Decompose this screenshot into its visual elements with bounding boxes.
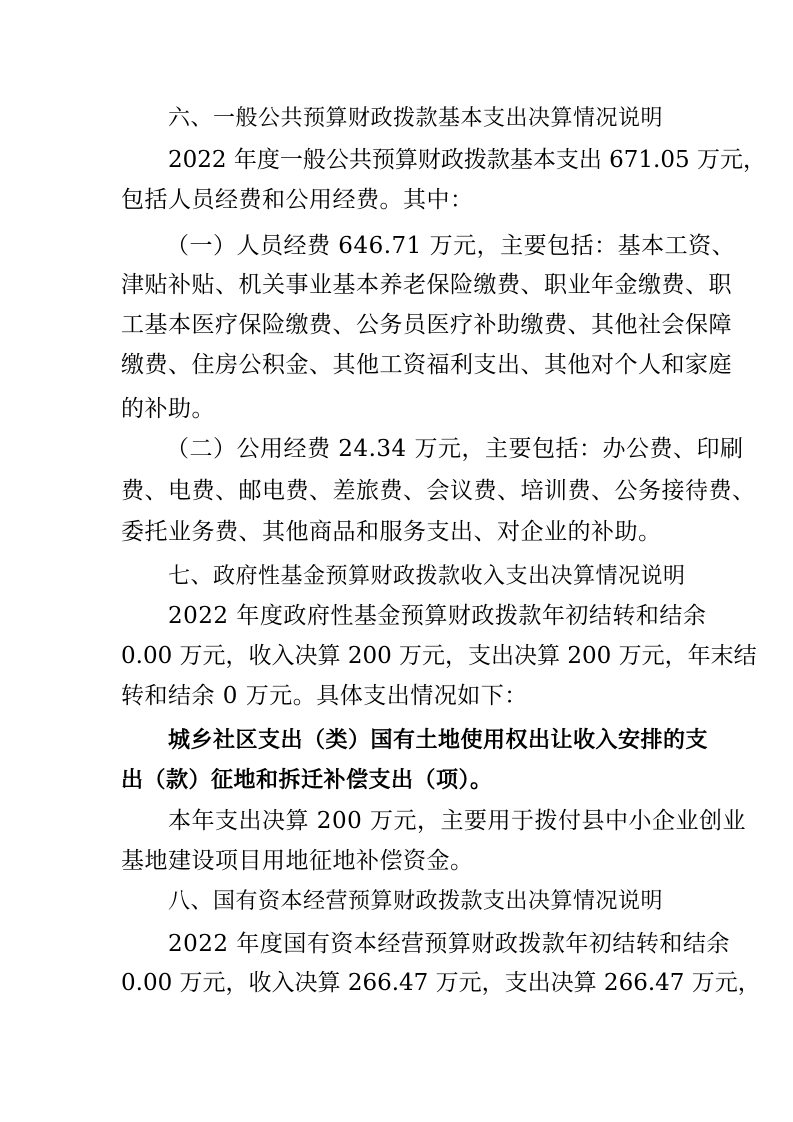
section6-paragraph1-line2: 包括人员经费和公用经费。其中： (121, 187, 474, 213)
section6-paragraph2-line4: 缴费、住房公积金、其他工资福利支出、其他对个人和家庭 (121, 352, 732, 378)
section7-bold-line2: 出（款）征地和拆迁补偿支出（项）。 (121, 768, 493, 793)
section6-heading: 六、一般公共预算财政拨款基本支出决算情况说明 (168, 106, 664, 131)
section6-paragraph3-line2: 费、电费、邮电费、差旅费、会议费、培训费、公务接待费、 (121, 478, 756, 504)
section7-paragraph1-line3: 转和结余 0 万元。具体支出情况如下： (121, 683, 528, 709)
section6-paragraph2-line2: 津贴补贴、机关事业基本养老保险缴费、职业年金缴费、职 (121, 272, 732, 298)
section7-heading: 七、政府性基金预算财政拨款收入支出决算情况说明 (168, 564, 686, 589)
section6-paragraph3-line3: 委托业务费、其他商品和服务支出、对企业的补助。 (121, 519, 662, 545)
section6-paragraph3-line1: （二）公用经费 24.34 万元，主要包括：办公费、印刷 (166, 436, 744, 462)
section7-paragraph2-line1: 本年支出决算 200 万元，主要用于拨付县中小企业创业 (168, 808, 747, 834)
section6-paragraph2-line1: （一）人员经费 646.71 万元，主要包括：基本工资、 (166, 233, 736, 259)
section8-paragraph1-line2: 0.00 万元，收入决算 266.47 万元，支出决算 266.47 万元， (121, 970, 761, 996)
section6-paragraph1-line1: 2022 年度一般公共预算财政拨款基本支出 671.05 万元， (168, 147, 766, 173)
section6-paragraph2-line5: 的补助。 (121, 396, 215, 422)
section7-bold-line1: 城乡社区支出（类）国有土地使用权出让收入安排的支 (168, 728, 709, 753)
section7-paragraph2-line2: 基地建设项目用地征地补偿资金。 (121, 848, 474, 874)
section7-paragraph1-line2: 0.00 万元，收入决算 200 万元，支出决算 200 万元，年末结 (121, 643, 757, 669)
section8-heading: 八、国有资本经营预算财政拨款支出决算情况说明 (168, 889, 664, 914)
section7-paragraph1-line1: 2022 年度政府性基金预算财政拨款年初结转和结余 (168, 603, 707, 629)
section6-paragraph2-line3: 工基本医疗保险缴费、公务员医疗补助缴费、其他社会保障 (121, 312, 732, 338)
section8-paragraph1-line1: 2022 年度国有资本经营预算财政拨款年初结转和结余 (168, 931, 730, 957)
